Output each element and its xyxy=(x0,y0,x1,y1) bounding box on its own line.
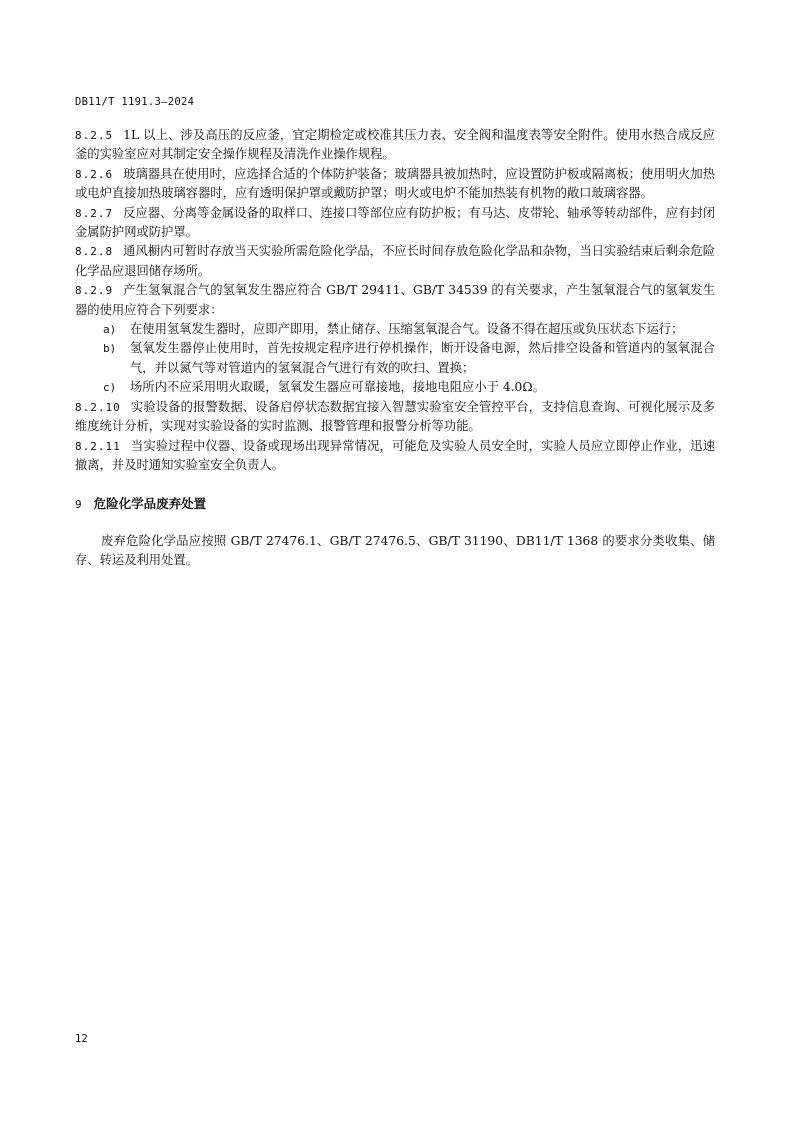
clause-8-2-8 xyxy=(75,242,715,281)
clause-text: 通风橱内可暂时存放当天实验所需危险化学品，不应长时间存放危险化学品和杂物，当日实验结束后剩余危险化学品应退回储存场所。 xyxy=(75,244,715,278)
section-number: 9 xyxy=(75,498,82,512)
clause-number: 8.2.10 xyxy=(75,400,121,414)
clause-number: 8.2.9 xyxy=(75,284,114,298)
clause-text: 实验设备的报警数据、设备启停状态数据宜接入智慧实验室安全管控平台，支持信息查询、可视化展示及多维度统计分析，实现对实验设备的实时监测、报警管理和报警分析等功能。 xyxy=(75,399,715,434)
clause-number: 8.2.8 xyxy=(75,245,114,259)
clause-8-2-5 xyxy=(75,126,715,165)
list-item-b xyxy=(75,339,715,378)
list-item-text: 在使用氢氧发生器时，应即产即用，禁止储存、压缩氢氧混合气。设备不得在超压或负压状态下运行； xyxy=(130,322,684,337)
clause-text: 玻璃器具在使用时，应选择合适的个体防护装备；玻璃器具被加热时，应设置防护板或隔离板；使用明火加热或电炉直接加热玻璃容器时，应有透明保护罩或戴防护罩；明火或电炉不能加热装有机物的敞口玻璃容器。 xyxy=(75,166,715,201)
document-code: DB11/T 1191.3—2024 xyxy=(75,96,195,108)
clause-text: 产生氢氧混合气的氢氧发生器应符合 GB/T 29411、GB/T 34539 的有关要求，产生氢氧混合气的氢氧发生器的使用应符合下列要求： xyxy=(75,283,715,317)
clause-number: 8.2.5 xyxy=(75,129,114,142)
list-marker: c) xyxy=(103,381,117,395)
list-item-c xyxy=(75,378,715,397)
section-body: 废弃危险化学品应按照 GB/T 27476.1、GB/T 27476.5、GB/T 31190、DB11/T 1368 的要求分类收集、储存、转运及利用处置。 xyxy=(75,533,715,568)
clause-number: 8.2.11 xyxy=(75,439,121,453)
clause-text: 当实验过程中仪器、设备或现场出现异常情况，可能危及实验人员安全时，实验人员应立即停止作业，迅速撤离，并及时通知实验室安全负责人。 xyxy=(75,438,715,472)
list-item-a xyxy=(75,320,715,339)
clause-8-2-9 xyxy=(75,281,715,320)
document-body xyxy=(75,126,715,571)
clause-text: 1L 以上、涉及高压的反应釜，宜定期检定或校准其压力表、安全阀和温度表等安全附件。使用水热合成反应釜的实验室应对其制定安全操作规程及清洗作业操作规程。 xyxy=(75,128,715,162)
clause-8-2-10 xyxy=(75,398,715,437)
section-heading xyxy=(75,494,715,514)
section-title: 危险化学品废弃处置 xyxy=(93,496,207,512)
clause-number: 8.2.7 xyxy=(75,206,114,220)
list-marker: a) xyxy=(103,323,117,337)
list-marker: b) xyxy=(103,342,117,356)
list-item-text: 氢氧发生器停止使用时，首先按规定程序进行停机操作，断开设备电源，然后排空设备和管道内的氢氧混合气，并以氮气等对管道内的氢氧混合气进行有效的吹扫、置换； xyxy=(130,341,715,375)
clause-number: 8.2.6 xyxy=(75,167,114,181)
list-item-text: 场所内不应采用明火取暖，氢氧发生器应可靠接地，接地电阻应小于 4.0Ω。 xyxy=(130,380,545,395)
page-number: 12 xyxy=(75,1033,88,1045)
clause-8-2-7 xyxy=(75,204,715,243)
clause-text: 反应器、分离等金属设备的取样口、连接口等部位应有防护板；有马达、皮带轮、轴承等转动部件，应有封闭金属防护网或防护罩。 xyxy=(75,205,715,240)
clause-8-2-11 xyxy=(75,437,715,476)
clause-8-2-6 xyxy=(75,165,715,204)
